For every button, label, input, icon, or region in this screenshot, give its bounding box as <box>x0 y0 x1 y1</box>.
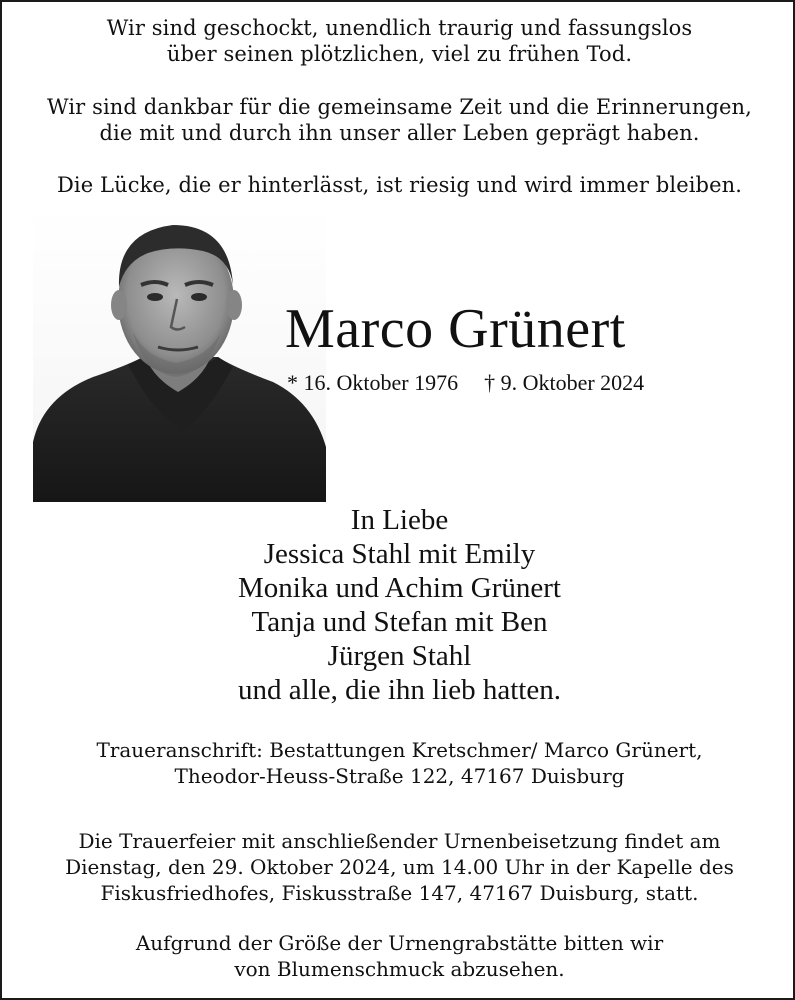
intro-paragraph-1 <box>2 15 795 67</box>
address-line: Traueranschrift: Bestattungen Kretschmer/ Marco Grünert, <box>96 738 703 762</box>
flowers-note <box>2 930 795 982</box>
ceremony-line: Die Trauerfeier mit anschließender Urnenbeisetzung findet am <box>78 829 721 853</box>
ceremony-line: Fiskusfriedhofes, Fiskusstraße 147, 47167 Duisburg, statt. <box>100 881 699 905</box>
flowers-line: Aufgrund der Größe der Urnengrabstätte bitten wir <box>135 931 664 955</box>
death-date: † 9. Oktober 2024 <box>484 370 645 395</box>
mourner-line: Tanja und Stefan mit Ben <box>251 606 548 638</box>
flowers-line: von Blumenschmuck abzusehen. <box>234 957 565 981</box>
life-dates <box>287 370 727 396</box>
intro-line: Die Lücke, die er hinterlässt, ist riesig und wird immer bleiben. <box>56 173 743 197</box>
intro-paragraph-2 <box>2 94 795 146</box>
birth-date: * 16. Oktober 1976 <box>287 370 459 395</box>
address-line: Theodor-Heuss-Straße 122, 47167 Duisburg <box>174 764 625 788</box>
ceremony-line: Dienstag, den 29. Oktober 2024, um 14.00 Uhr in der Kapelle des <box>65 855 734 879</box>
deceased-name: Marco Grünert <box>285 298 626 360</box>
portrait-photo <box>33 207 326 502</box>
mourner-line: Jürgen Stahl <box>327 640 472 672</box>
mourner-line: Jessica Stahl mit Emily <box>263 538 536 570</box>
intro-line: Wir sind geschockt, unendlich traurig und fassungslos <box>106 16 693 40</box>
mourner-line: und alle, die ihn lieb hatten. <box>238 674 561 706</box>
intro-paragraph-3 <box>2 172 795 198</box>
mourning-address <box>2 737 795 789</box>
mourners-list <box>2 503 795 707</box>
intro-line: über seinen plötzlichen, viel zu frühen Tod. <box>166 42 633 66</box>
intro-line: die mit und durch ihn unser aller Leben geprägt haben. <box>99 121 700 145</box>
mourner-line: Monika und Achim Grünert <box>238 572 561 604</box>
intro-line: Wir sind dankbar für die gemeinsame Zeit und die Erinnerungen, <box>47 95 752 119</box>
ceremony-info <box>2 828 795 906</box>
mourners-heading: In Liebe <box>350 504 449 536</box>
